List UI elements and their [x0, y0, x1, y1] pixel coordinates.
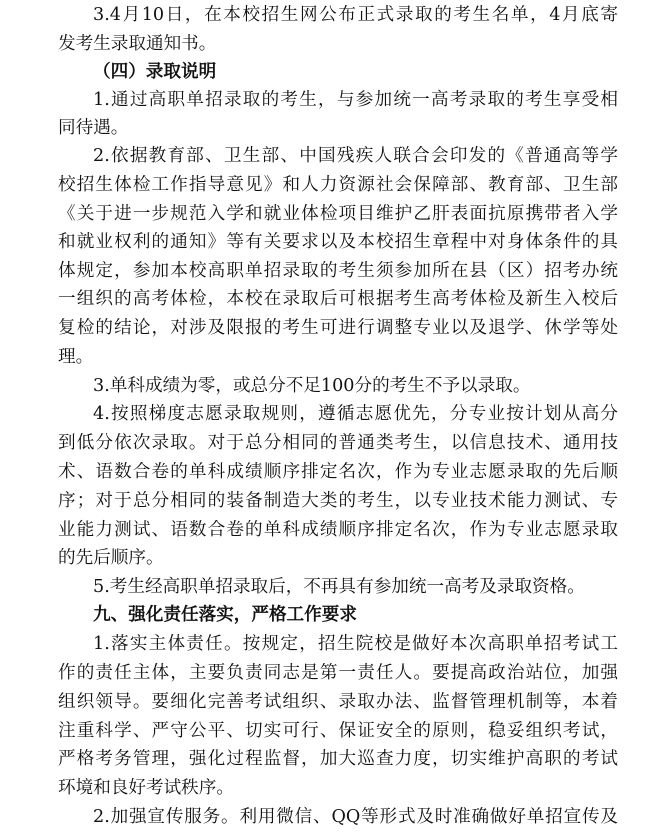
paragraph-line: 业能力测试、语数合卷的单科成绩顺序排定名次，作为专业志愿录取: [58, 520, 618, 540]
paragraph-line: 1.通过高职单招录取的考生，与参加统一高考录取的考生享受相: [93, 90, 618, 110]
paragraph-line: 1.落实主体责任。按规定，招生院校是做好本次高职单招考试工: [93, 634, 618, 654]
chapter-heading: 九、强化责任落实，严格工作要求: [93, 605, 357, 625]
paragraph-line: 体规定，参加本校高职单招录取的考生须参加所在县（区）招考办统: [58, 261, 618, 281]
paragraph-line: 5.考生经高职单招录取后，不再具有参加统一高考及录取资格。: [93, 577, 585, 597]
paragraph-line: 3.4月10日，在本校招生网公布正式录取的考生名单，4月底寄: [93, 5, 618, 25]
paragraph-line: 注重科学、严守公平、切实可行、保证安全的原则，稳妥组织考试，: [58, 721, 618, 741]
paragraph-line: 发考生录取通知书。: [58, 34, 217, 54]
paragraph-line: 4.按照梯度志愿录取规则，遵循志愿优先，分专业按计划从高分: [93, 404, 618, 424]
paragraph-line: 序；对于总分相同的装备制造大类的考生，以专业技术能力测试、专: [58, 491, 618, 511]
paragraph-line: 作的责任主体，主要负责同志是第一责任人。要提高政治站位，加强: [58, 663, 618, 683]
section-heading: （四）录取说明: [93, 61, 217, 82]
paragraph-line: 校招生体检工作指导意见》和人力资源社会保障部、教育部、卫生部: [58, 175, 618, 195]
paragraph-line: 2.依据教育部、卫生部、中国残疾人联合会印发的《普通高等学: [93, 146, 618, 166]
paragraph-line: 到低分依次录取。对于总分相同的普通类考生，以信息技术、通用技: [58, 433, 618, 453]
paragraph-line: 理。: [58, 347, 94, 367]
paragraph-line: 组织领导。要细化完善考试组织、录取办法、监督管理机制等，本着: [58, 692, 618, 712]
paragraph-line: 术、语数合卷的单科成绩顺序排定名次，作为专业志愿录取的先后顺: [58, 462, 618, 482]
paragraph-line: 2.加强宣传服务。利用微信、QQ等形式及时准确做好单招宣传及: [93, 807, 618, 827]
paragraph-line: 一组织的高考体检，本校在录取后可根据考生高考体检及新生入校后: [58, 289, 618, 309]
paragraph-line: 和就业权利的通知》等有关要求以及本校招生章程中对身体条件的具: [58, 232, 618, 252]
paragraph-line: 复检的结论，对涉及限报的考生可进行调整专业以及退学、休学等处: [58, 318, 618, 338]
paragraph-line: 的先后顺序。: [58, 548, 164, 568]
paragraph-line: 3.单科成绩为零，或总分不足100分的考生不予以录取。: [93, 376, 531, 396]
paragraph-line: 严格考务管理，强化过程监督，加大巡查力度，切实维护高职的考试: [58, 749, 618, 769]
paragraph-line: 环境和良好考试秩序。: [58, 778, 234, 798]
paragraph-line: 《关于进一步规范入学和就业体检项目维护乙肝表面抗原携带者入学: [58, 204, 618, 224]
paragraph-line: 同待遇。: [58, 118, 129, 138]
